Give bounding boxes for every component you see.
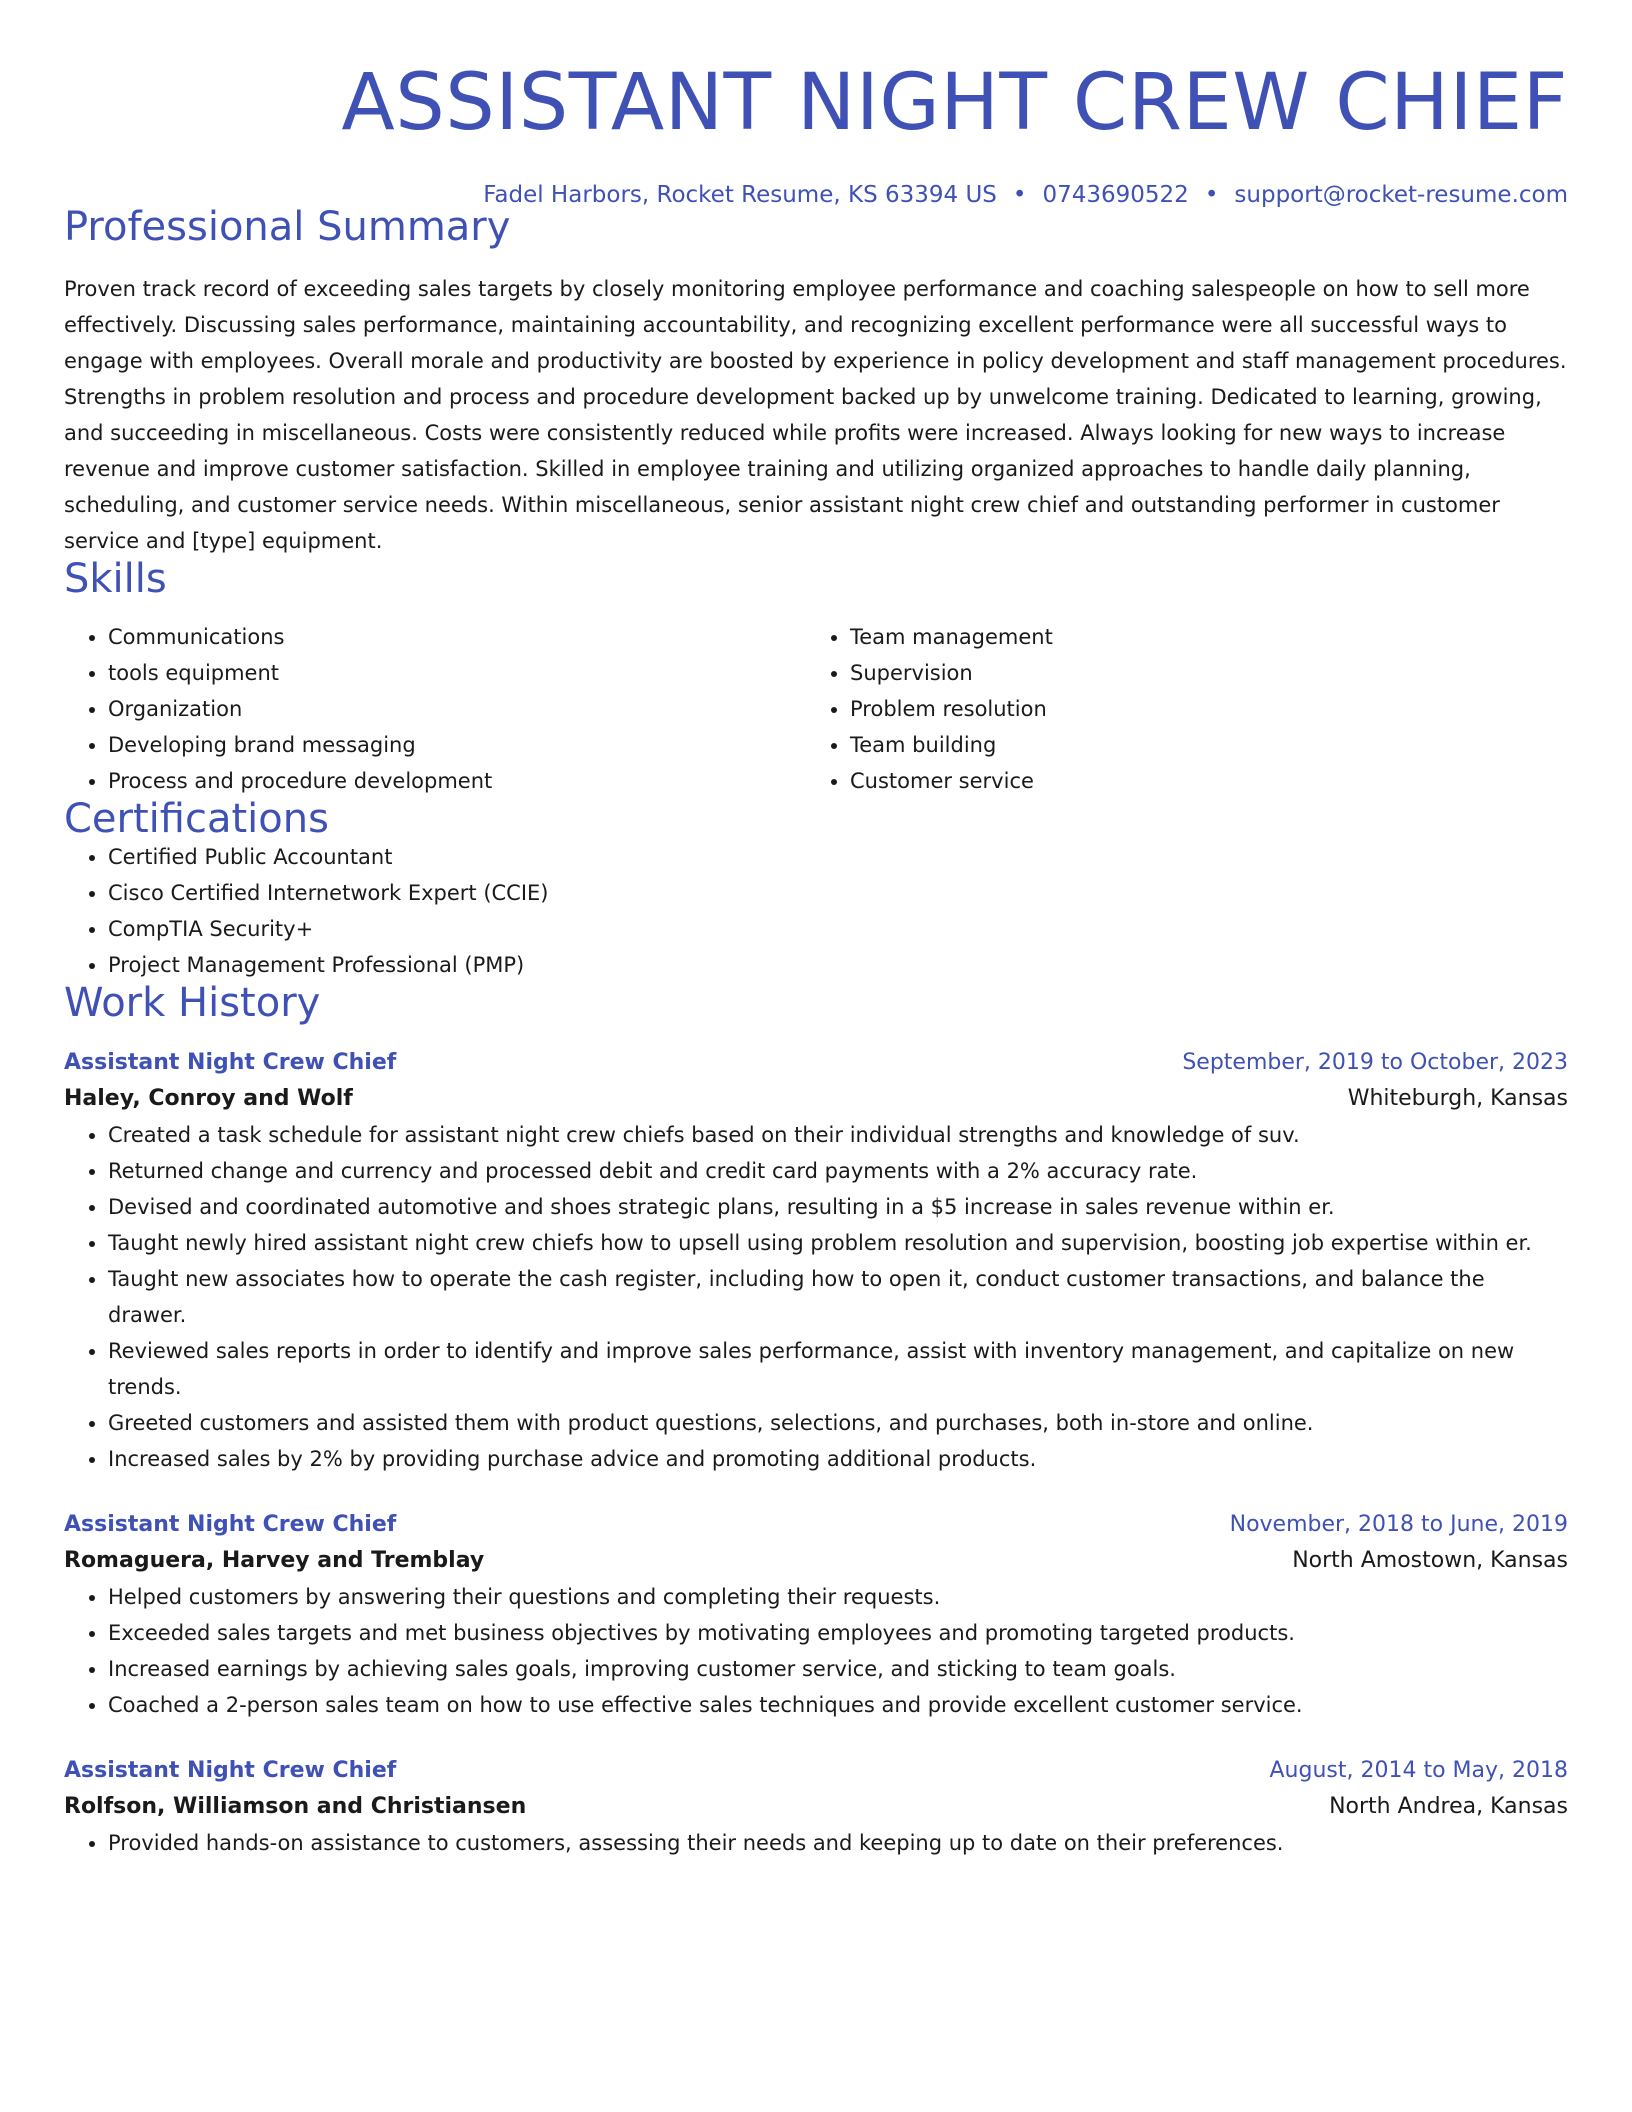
summary-text: Proven track record of exceeding sales targets by closely monitoring employee performance and coaching salespeople on how to sell more effectively. Discussing sales performance, maintaining accountability, and recognizing excellent performance were all successful ways to engage with employees. Overall morale and productivity are boosted by experience in policy development and staff management procedures. Strengths in problem resolution and process and procedure development backed up by unwelcome training. Dedicated to learning, growing, and succeeding in miscellaneous. Costs were consistently reduced while profits were increased. Always looking for new ways to increase revenue and improve customer satisfaction. Skilled in employee training and utilizing organized approaches to handle daily planning, scheduling, and customer service needs. Within miscellaneous, senior assistant night crew chief and outstanding performer in customer service and [type] equipment. — [64, 277, 1567, 553]
skill-item: • Organization — [108, 691, 806, 727]
job-header-row — [64, 1753, 1568, 1789]
job-company-row — [64, 1081, 1568, 1117]
job-dates: August, 2014 to May, 2018 — [1269, 1758, 1568, 1783]
job-title: Assistant Night Crew Chief — [64, 1512, 397, 1537]
job-dates: November, 2018 to June, 2019 — [1229, 1512, 1568, 1537]
job-bullet: • Taught new associates how to operate the cash register, including how to open it, conduct customer transactions, and balance the drawer. — [108, 1261, 1568, 1333]
skill-item: • tools equipment — [108, 655, 806, 691]
contact-separator: • — [1204, 182, 1219, 208]
job-bullet: • Returned change and currency and processed debit and credit card payments with a 2% accuracy rate. — [108, 1153, 1568, 1189]
job-location: North Andrea, Kansas — [1329, 1794, 1568, 1819]
certification-item: • Cisco Certified Internetwork Expert (CCIE) — [108, 875, 1568, 911]
candidate-title: ASSISTANT NIGHT CREW CHIEF — [341, 58, 1568, 148]
job-header-row — [64, 1507, 1568, 1543]
job-bullets — [64, 1825, 1568, 1861]
job-title: Assistant Night Crew Chief — [64, 1050, 397, 1075]
job-bullet: • Created a task schedule for assistant night crew chiefs based on their individual strengths and knowledge of suv. — [108, 1117, 1568, 1153]
certification-item: • Project Management Professional (PMP) — [108, 947, 1568, 983]
job-bullet: • Helped customers by answering their questions and completing their requests. — [108, 1579, 1568, 1615]
job-location: Whiteburgh, Kansas — [1347, 1086, 1568, 1111]
certification-item: • Certified Public Accountant — [108, 839, 1568, 875]
job-dates: September, 2019 to October, 2023 — [1182, 1050, 1568, 1075]
certifications-heading: Certifications — [64, 796, 329, 842]
skills-grid — [64, 619, 1568, 799]
job-location: North Amostown, Kansas — [1292, 1548, 1568, 1573]
certifications-list — [64, 839, 1568, 983]
job-bullet: • Exceeded sales targets and met business objectives by motivating employees and promoting targeted products. — [108, 1615, 1568, 1651]
contact-separator: • — [1012, 182, 1027, 208]
contact-phone: 0743690522 — [1042, 182, 1189, 208]
job-bullets — [64, 1117, 1568, 1477]
skill-item: • Communications — [108, 619, 806, 655]
job-bullet: • Devised and coordinated automotive and shoes strategic plans, resulting in a $5 increase in sales revenue within er. — [108, 1189, 1568, 1225]
skill-item: • Customer service — [850, 763, 1548, 799]
job-entry — [64, 1045, 1568, 1477]
job-company-row — [64, 1543, 1568, 1579]
job-title: Assistant Night Crew Chief — [64, 1758, 397, 1783]
summary-heading: Professional Summary — [64, 204, 511, 250]
skill-item: • Team management — [850, 619, 1548, 655]
job-company-row — [64, 1789, 1568, 1825]
job-bullet: • Reviewed sales reports in order to identify and improve sales performance, assist with inventory management, and capitalize on new trends. — [108, 1333, 1568, 1405]
resume-page — [64, 0, 1568, 1861]
work-history-heading: Work History — [64, 980, 321, 1026]
job-bullet: • Provided hands-on assistance to customers, assessing their needs and keeping up to date on their preferences. — [108, 1825, 1568, 1861]
job-company: Haley, Conroy and Wolf — [64, 1086, 353, 1111]
skills-list-right — [806, 619, 1548, 799]
job-company: Romaguera, Harvey and Tremblay — [64, 1548, 485, 1573]
job-header-row — [64, 1045, 1568, 1081]
job-company: Rolfson, Williamson and Christiansen — [64, 1794, 527, 1819]
contact-email[interactable]: support@rocket-resume.com — [1234, 182, 1568, 208]
job-bullet: • Taught newly hired assistant night crew chiefs how to upsell using problem resolution and supervision, boosting job expertise within er. — [108, 1225, 1568, 1261]
skill-item: • Supervision — [850, 655, 1548, 691]
job-bullet: • Increased earnings by achieving sales goals, improving customer service, and sticking to team goals. — [108, 1651, 1568, 1687]
job-entry — [64, 1753, 1568, 1861]
job-bullet: • Coached a 2-person sales team on how to use effective sales techniques and provide excellent customer service. — [108, 1687, 1568, 1723]
certification-item: • CompTIA Security+ — [108, 911, 1568, 947]
skill-item: • Process and procedure development — [108, 763, 806, 799]
skills-column-left — [64, 619, 806, 799]
skills-list-left — [64, 619, 806, 799]
contact-address: Fadel Harbors, Rocket Resume, KS 63394 US — [483, 182, 997, 208]
job-bullets — [64, 1579, 1568, 1723]
skill-item: • Problem resolution — [850, 691, 1548, 727]
job-bullet: • Increased sales by 2% by providing purchase advice and promoting additional products. — [108, 1441, 1568, 1477]
skills-column-right — [806, 619, 1548, 799]
job-entry — [64, 1507, 1568, 1723]
job-bullet: • Greeted customers and assisted them with product questions, selections, and purchases, both in-store and online. — [108, 1405, 1568, 1441]
skills-heading: Skills — [64, 556, 167, 602]
skill-item: • Team building — [850, 727, 1548, 763]
skill-item: • Developing brand messaging — [108, 727, 806, 763]
